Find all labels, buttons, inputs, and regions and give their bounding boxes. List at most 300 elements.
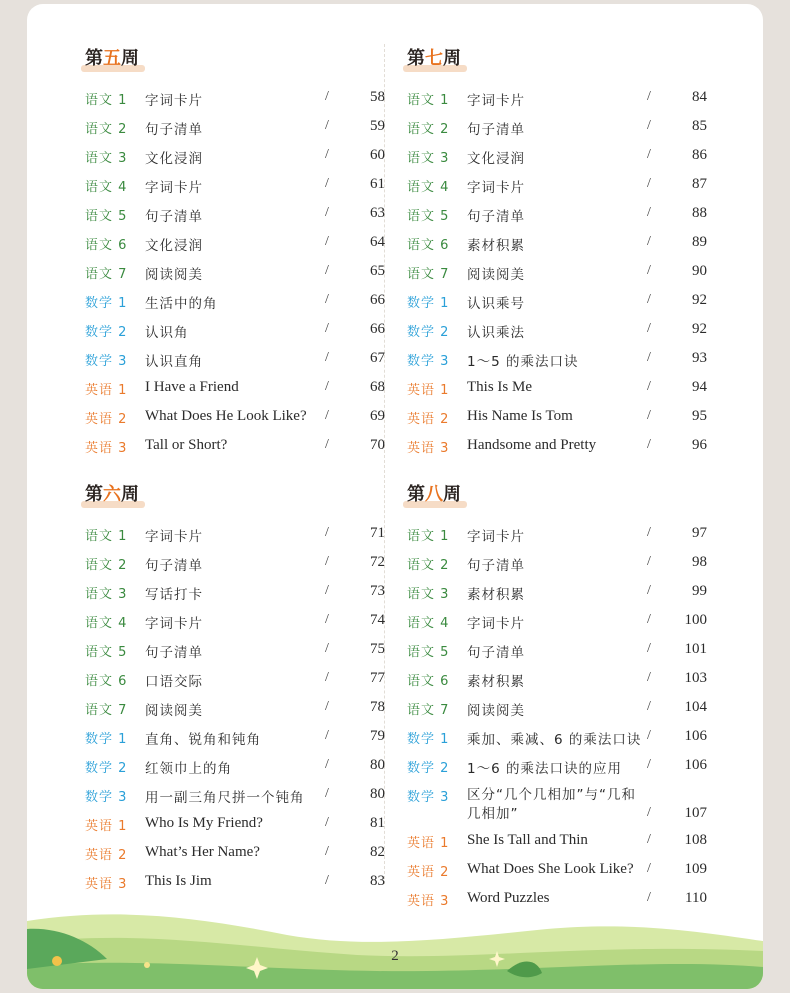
subject-index: 2: [440, 122, 450, 137]
page-ref: 72: [370, 554, 385, 570]
separator-slash: /: [647, 321, 651, 336]
subject-name: 语文: [407, 151, 436, 166]
subject-name: 数学: [85, 296, 114, 311]
subject-name: 数学: [85, 790, 114, 805]
subject-name: 英语: [407, 894, 436, 909]
toc-entry[interactable]: [407, 258, 707, 287]
week-number: 六: [103, 484, 121, 505]
separator-slash: /: [325, 89, 329, 104]
entry-title: I Have a Friend: [145, 379, 239, 395]
subject-name: 英语: [407, 865, 436, 880]
entry-title: 认识角: [145, 325, 189, 341]
subject-index: 1: [118, 296, 128, 311]
subject-label: [407, 554, 449, 573]
separator-slash: /: [325, 728, 329, 743]
page-ref: 79: [370, 728, 385, 744]
separator-slash: /: [647, 805, 651, 820]
page-ref: 89: [692, 234, 707, 250]
toc-entry[interactable]: [407, 694, 707, 723]
subject-label: [85, 583, 127, 602]
subject-label: [85, 757, 127, 776]
subject-index: 2: [118, 761, 128, 776]
separator-slash: /: [647, 408, 651, 423]
subject-index: 7: [440, 703, 450, 718]
subject-label: [85, 263, 127, 282]
subject-label: [85, 728, 127, 747]
entry-title: 句子清单: [467, 558, 525, 574]
entry-title: 字词卡片: [467, 529, 525, 545]
separator-slash: /: [325, 437, 329, 452]
entry-title: Tall or Short?: [145, 437, 228, 453]
separator-slash: /: [325, 350, 329, 365]
subject-name: 语文: [407, 238, 436, 253]
page-number: 2: [391, 948, 399, 964]
page-ref: 97: [692, 525, 707, 541]
entry-title: 字词卡片: [145, 93, 203, 109]
subject-name: 语文: [85, 122, 114, 137]
week-suffix: 周: [121, 48, 139, 69]
subject-index: 1: [440, 732, 450, 747]
page-ref: 95: [692, 408, 707, 424]
subject-name: 语文: [85, 703, 114, 718]
toc-entry[interactable]: [407, 403, 707, 432]
subject-name: 数学: [407, 296, 436, 311]
week-heading: [407, 480, 707, 510]
subject-name: 语文: [407, 529, 436, 544]
page-ref: 108: [684, 832, 707, 848]
subject-label: [85, 234, 127, 253]
separator-slash: /: [647, 583, 651, 598]
subject-label: [85, 176, 127, 195]
page-ref: 106: [684, 728, 707, 744]
subject-name: 语文: [85, 267, 114, 282]
toc-entry[interactable]: [407, 578, 707, 607]
entry-title: 写话打卡: [145, 587, 203, 603]
subject-index: 1: [440, 529, 450, 544]
page-ref: 77: [370, 670, 385, 686]
entry-title: 口语交际: [145, 674, 203, 690]
subject-index: 3: [118, 790, 128, 805]
entry-title: 红领巾上的角: [145, 761, 232, 777]
week-section: [407, 44, 707, 461]
page-ref: 60: [370, 147, 385, 163]
toc-entry[interactable]: [85, 403, 385, 432]
toc-entry[interactable]: [407, 549, 707, 578]
subject-index: 1: [440, 93, 450, 108]
page-ref: 80: [370, 757, 385, 773]
subject-label: [407, 525, 449, 544]
separator-slash: /: [325, 786, 329, 801]
subject-index: 2: [118, 848, 128, 863]
subject-name: 语文: [85, 209, 114, 224]
toc-entry[interactable]: [85, 636, 385, 665]
subject-name: 英语: [85, 383, 114, 398]
subject-index: 2: [440, 325, 450, 340]
toc-entry[interactable]: [85, 287, 385, 316]
subject-label: [85, 437, 127, 456]
separator-slash: /: [325, 525, 329, 540]
page-ref: 110: [685, 890, 707, 906]
subject-index: 1: [440, 836, 450, 851]
week-number: 五: [103, 48, 121, 69]
entry-title: Word Puzzles: [467, 890, 550, 906]
entry-title: 认识乘号: [467, 296, 525, 312]
subject-index: 3: [118, 877, 128, 892]
toc-entry[interactable]: [407, 607, 707, 636]
page-ref: 107: [684, 805, 707, 821]
subject-label: [407, 89, 449, 108]
subject-label: [85, 321, 127, 340]
page-ref: 87: [692, 176, 707, 192]
toc-entry[interactable]: [85, 578, 385, 607]
subject-label: [407, 641, 449, 660]
toc-entry[interactable]: [85, 345, 385, 374]
week-heading: [85, 44, 385, 74]
separator-slash: /: [325, 263, 329, 278]
subject-name: 英语: [407, 441, 436, 456]
subject-label: [85, 844, 127, 863]
toc-entry[interactable]: [407, 723, 707, 752]
page-ref: 80: [370, 786, 385, 802]
page-ref: 65: [370, 263, 385, 279]
toc-entry[interactable]: [85, 374, 385, 403]
page-ref: 69: [370, 408, 385, 424]
subject-label: [85, 379, 127, 398]
toc-entry[interactable]: [85, 839, 385, 868]
page-ref: 70: [370, 437, 385, 453]
subject-label: [407, 205, 449, 224]
entry-title: 阅读阅美: [145, 267, 203, 283]
week-section: [85, 480, 385, 897]
toc-entry[interactable]: [85, 665, 385, 694]
toc-entry[interactable]: [407, 84, 707, 113]
entry-title: 句子清单: [467, 645, 525, 661]
page-ref: 92: [692, 292, 707, 308]
meadow-illustration: [27, 899, 763, 989]
subject-label: [85, 292, 127, 311]
toc-entry[interactable]: [85, 258, 385, 287]
entry-title: 句子清单: [467, 209, 525, 225]
page-ref: 90: [692, 263, 707, 279]
separator-slash: /: [647, 147, 651, 162]
subject-label: [407, 379, 449, 398]
separator-slash: /: [325, 554, 329, 569]
subject-label: [407, 670, 449, 689]
subject-label: [85, 147, 127, 166]
page-ref: 86: [692, 147, 707, 163]
subject-index: 5: [118, 645, 128, 660]
subject-name: 语文: [85, 93, 114, 108]
subject-name: 数学: [407, 761, 436, 776]
separator-slash: /: [325, 757, 329, 772]
toc-entry[interactable]: [407, 636, 707, 665]
toc-entry[interactable]: [407, 665, 707, 694]
entry-title: 1～6 的乘法口诀的应用: [467, 761, 622, 777]
entry-title: 认识直角: [145, 354, 203, 370]
page-ref: 84: [692, 89, 707, 105]
subject-index: 1: [118, 819, 128, 834]
entry-title: 句子清单: [467, 122, 525, 138]
separator-slash: /: [325, 234, 329, 249]
page-ref: 85: [692, 118, 707, 134]
entry-title: 乘加、乘减、6 的乘法口诀: [467, 732, 642, 748]
page-ref: 98: [692, 554, 707, 570]
page-ref: 68: [370, 379, 385, 395]
subject-name: 语文: [85, 645, 114, 660]
toc-entry[interactable]: [85, 752, 385, 781]
separator-slash: /: [647, 437, 651, 452]
separator-slash: /: [325, 873, 329, 888]
entry-title: 阅读阅美: [467, 703, 525, 719]
toc-entry[interactable]: [85, 520, 385, 549]
separator-slash: /: [325, 379, 329, 394]
subject-label: [407, 757, 449, 776]
separator-slash: /: [647, 205, 651, 220]
subject-index: 1: [118, 732, 128, 747]
subject-index: 4: [118, 180, 128, 195]
subject-index: 6: [118, 238, 128, 253]
week-prefix: 第: [407, 48, 425, 69]
toc-entry[interactable]: [407, 171, 707, 200]
week-heading: [407, 44, 707, 74]
page-ref: 61: [370, 176, 385, 192]
separator-slash: /: [647, 525, 651, 540]
separator-slash: /: [647, 176, 651, 191]
toc-entry[interactable]: [85, 694, 385, 723]
subject-name: 数学: [85, 325, 114, 340]
subject-label: [407, 861, 449, 880]
subject-label: [407, 118, 449, 137]
toc-entry[interactable]: [407, 752, 707, 781]
toc-entry[interactable]: [85, 781, 385, 810]
page-ref: 101: [684, 641, 707, 657]
subject-name: 数学: [407, 732, 436, 747]
subject-index: 3: [440, 441, 450, 456]
subject-index: 5: [440, 209, 450, 224]
subject-index: 4: [118, 616, 128, 631]
subject-name: 英语: [407, 383, 436, 398]
entry-title: 句子清单: [145, 558, 203, 574]
subject-index: 2: [118, 122, 128, 137]
entry-title: 字词卡片: [467, 93, 525, 109]
toc-entry[interactable]: [407, 316, 707, 345]
page-ref: 106: [684, 757, 707, 773]
subject-index: 1: [440, 383, 450, 398]
entry-title: 句子清单: [145, 122, 203, 138]
entry-title: 字词卡片: [467, 180, 525, 196]
page-ref: 99: [692, 583, 707, 599]
subject-label: [407, 786, 449, 805]
entry-title: 生活中的角: [145, 296, 218, 312]
entry-title: 素材积累: [467, 587, 525, 603]
page-ref: 83: [370, 873, 385, 889]
subject-name: 英语: [85, 412, 114, 427]
separator-slash: /: [325, 205, 329, 220]
page-ref: 93: [692, 350, 707, 366]
subject-index: 2: [118, 325, 128, 340]
separator-slash: /: [647, 861, 651, 876]
toc-entry[interactable]: [85, 84, 385, 113]
entry-title: 句子清单: [145, 645, 203, 661]
entry-title: 文化浸润: [145, 151, 203, 167]
toc-entry[interactable]: [85, 432, 385, 461]
page-ref: 67: [370, 350, 385, 366]
toc-entry[interactable]: [85, 607, 385, 636]
toc-entry[interactable]: [85, 171, 385, 200]
page-ref: 94: [692, 379, 707, 395]
subject-name: 语文: [85, 180, 114, 195]
subject-index: 3: [118, 587, 128, 602]
subject-label: [407, 234, 449, 253]
subject-name: 英语: [407, 412, 436, 427]
subject-name: 语文: [85, 238, 114, 253]
subject-index: 6: [440, 674, 450, 689]
page-ref: 103: [684, 670, 707, 686]
subject-index: 3: [118, 151, 128, 166]
separator-slash: /: [325, 641, 329, 656]
entry-title: 直角、锐角和钝角: [145, 732, 261, 748]
subject-index: 2: [440, 558, 450, 573]
toc-entry[interactable]: [407, 229, 707, 258]
page-ref: 75: [370, 641, 385, 657]
separator-slash: /: [647, 263, 651, 278]
entry-title: 用一副三角尺拼一个钝角: [145, 790, 305, 806]
entry-title: 文化浸润: [145, 238, 203, 254]
subject-label: [407, 263, 449, 282]
toc-entry[interactable]: [85, 200, 385, 229]
week-suffix: 周: [121, 484, 139, 505]
week-prefix: 第: [407, 484, 425, 505]
subject-name: 英语: [407, 836, 436, 851]
toc-entry[interactable]: [407, 827, 707, 856]
subject-name: 语文: [85, 587, 114, 602]
subject-index: 2: [440, 865, 450, 880]
entry-title: She Is Tall and Thin: [467, 832, 588, 848]
toc-entry[interactable]: [407, 432, 707, 461]
page-ref: 104: [684, 699, 707, 715]
toc-entry[interactable]: [407, 113, 707, 142]
subject-name: 英语: [85, 848, 114, 863]
subject-index: 6: [118, 674, 128, 689]
page-ref: 96: [692, 437, 707, 453]
toc-entry[interactable]: [85, 723, 385, 752]
subject-index: 3: [440, 894, 450, 909]
subject-name: 数学: [407, 354, 436, 369]
subject-label: [85, 205, 127, 224]
subject-label: [85, 525, 127, 544]
page-ref: 82: [370, 844, 385, 860]
page-ref: 59: [370, 118, 385, 134]
separator-slash: /: [325, 408, 329, 423]
toc-entry[interactable]: [85, 549, 385, 578]
entry-title: Who Is My Friend?: [145, 815, 263, 831]
subject-label: [85, 554, 127, 573]
subject-index: 7: [118, 703, 128, 718]
subject-index: 3: [440, 790, 450, 805]
separator-slash: /: [325, 815, 329, 830]
subject-name: 英语: [85, 441, 114, 456]
entry-title: 文化浸润: [467, 151, 525, 167]
toc-entry[interactable]: [85, 113, 385, 142]
toc-entry[interactable]: [85, 316, 385, 345]
subject-index: 3: [118, 354, 128, 369]
subject-name: 语文: [407, 558, 436, 573]
toc-entry[interactable]: [407, 345, 707, 374]
toc-entry[interactable]: [407, 200, 707, 229]
entry-title: 1～5 的乘法口诀: [467, 354, 579, 370]
entry-title: This Is Me: [467, 379, 532, 395]
subject-name: 英语: [85, 819, 114, 834]
toc-entry[interactable]: [407, 781, 707, 827]
subject-label: [407, 612, 449, 631]
separator-slash: /: [647, 890, 651, 905]
toc-entry[interactable]: [85, 142, 385, 171]
subject-index: 4: [440, 180, 450, 195]
toc-entry[interactable]: [85, 868, 385, 897]
subject-index: 3: [440, 354, 450, 369]
toc-entry[interactable]: [407, 142, 707, 171]
entry-title: His Name Is Tom: [467, 408, 573, 424]
subject-label: [85, 408, 127, 427]
subject-label: [407, 292, 449, 311]
subject-label: [407, 437, 449, 456]
page-ref: 109: [684, 861, 707, 877]
subject-name: 语文: [85, 674, 114, 689]
toc-entry[interactable]: [407, 520, 707, 549]
entry-title: 素材积累: [467, 674, 525, 690]
subject-index: 7: [440, 267, 450, 282]
separator-slash: /: [647, 612, 651, 627]
subject-index: 4: [440, 616, 450, 631]
subject-label: [85, 641, 127, 660]
page-ref: 64: [370, 234, 385, 250]
subject-index: 7: [118, 267, 128, 282]
subject-label: [85, 612, 127, 631]
subject-label: [407, 583, 449, 602]
subject-label: [85, 350, 127, 369]
separator-slash: /: [325, 147, 329, 162]
week-heading: [85, 480, 385, 510]
page-ref: 66: [370, 292, 385, 308]
subject-index: 2: [440, 761, 450, 776]
subject-name: 语文: [407, 587, 436, 602]
separator-slash: /: [647, 554, 651, 569]
subject-label: [407, 699, 449, 718]
entry-title: Handsome and Pretty: [467, 437, 597, 453]
contents-page: [27, 4, 763, 989]
toc-entry[interactable]: [407, 287, 707, 316]
week-number: 七: [425, 48, 443, 69]
toc-entry[interactable]: [407, 374, 707, 403]
subject-label: [407, 176, 449, 195]
toc-entry[interactable]: [85, 229, 385, 258]
entry-title: This Is Jim: [145, 873, 212, 889]
subject-label: [85, 873, 127, 892]
page-ref: 88: [692, 205, 707, 221]
separator-slash: /: [325, 321, 329, 336]
separator-slash: /: [325, 176, 329, 191]
page-ref: 78: [370, 699, 385, 715]
subject-index: 3: [440, 587, 450, 602]
toc-entry[interactable]: [407, 856, 707, 885]
week-suffix: 周: [443, 48, 461, 69]
subject-index: 1: [118, 383, 128, 398]
page-ref: 92: [692, 321, 707, 337]
subject-index: 3: [118, 441, 128, 456]
toc-entry[interactable]: [85, 810, 385, 839]
separator-slash: /: [325, 699, 329, 714]
entry-title: 字词卡片: [145, 529, 203, 545]
